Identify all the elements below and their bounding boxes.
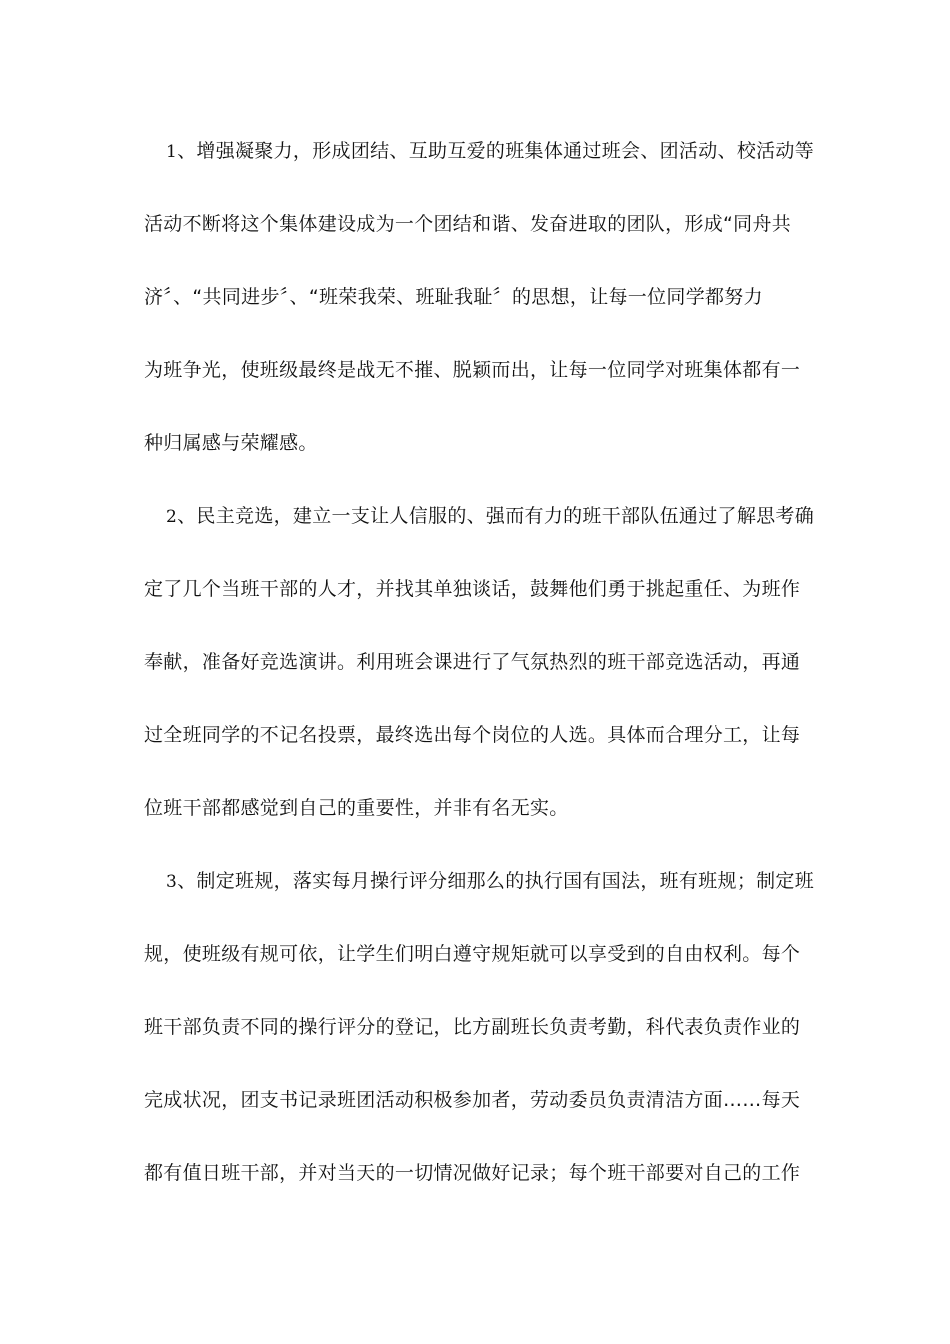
document-body [144,128,815,1223]
paragraph-line [144,858,815,931]
line-text: 、民主竞选，建立一支让人信服的、强而有力的班干部队伍通过了解思考确 [177,505,815,527]
paragraph-number: 3 [166,872,178,892]
paragraph-line: 班干部负责不同的操行评分的登记，比方副班长负责考勤，科代表负责作业的 [144,1016,801,1038]
paragraph-line: 完成状况，团支书记录班团活动积极参加者，劳动委员负责清洁方面……每天 [144,1089,801,1111]
paragraph-line: 奉献，准备好竞选演讲。利用班会课进行了气氛热烈的班干部竞选活动，再通 [144,651,801,673]
paragraph-number: 2 [166,507,178,527]
paragraph-line: 种归属感与荣耀感。 [144,432,318,454]
paragraph-line: 活动不断将这个集体建设成为一个团结和谐、发奋进取的团队，形成“同舟共 [144,213,792,235]
paragraph-3 [144,858,815,1223]
paragraph-line: 济〞、“共同进步〞、“班荣我荣、班耻我耻〞的思想，让每一位同学都努力 [144,286,763,308]
paragraph-line [144,493,815,566]
paragraph-line: 规，使班级有规可依，让学生们明白遵守规矩就可以享受到的自由权利。每个 [144,943,801,965]
paragraph-1 [144,128,815,493]
line-text: 、增强凝聚力，形成团结、互助互爱的班集体通过班会、团活动、校活动等 [177,140,815,162]
paragraph-line: 过全班同学的不记名投票，最终选出每个岗位的人选。具体而合理分工，让每 [144,724,801,746]
paragraph-line [144,128,815,201]
line-text: 、制定班规，落实每月操行评分细那么的执行国有国法，班有班规；制定班 [177,870,815,892]
paragraph-line: 定了几个当班干部的人才，并找其单独谈话，鼓舞他们勇于挑起重任、为班作 [144,578,801,600]
paragraph-line: 都有值日班干部，并对当天的一切情况做好记录；每个班干部要对自己的工作 [144,1162,801,1184]
paragraph-number: 1 [166,142,178,162]
paragraph-line: 位班干部都感觉到自己的重要性，并非有名无实。 [144,797,569,819]
paragraph-2 [144,493,815,858]
paragraph-line: 为班争光，使班级最终是战无不摧、脱颖而出，让每一位同学对班集体都有一 [144,359,801,381]
